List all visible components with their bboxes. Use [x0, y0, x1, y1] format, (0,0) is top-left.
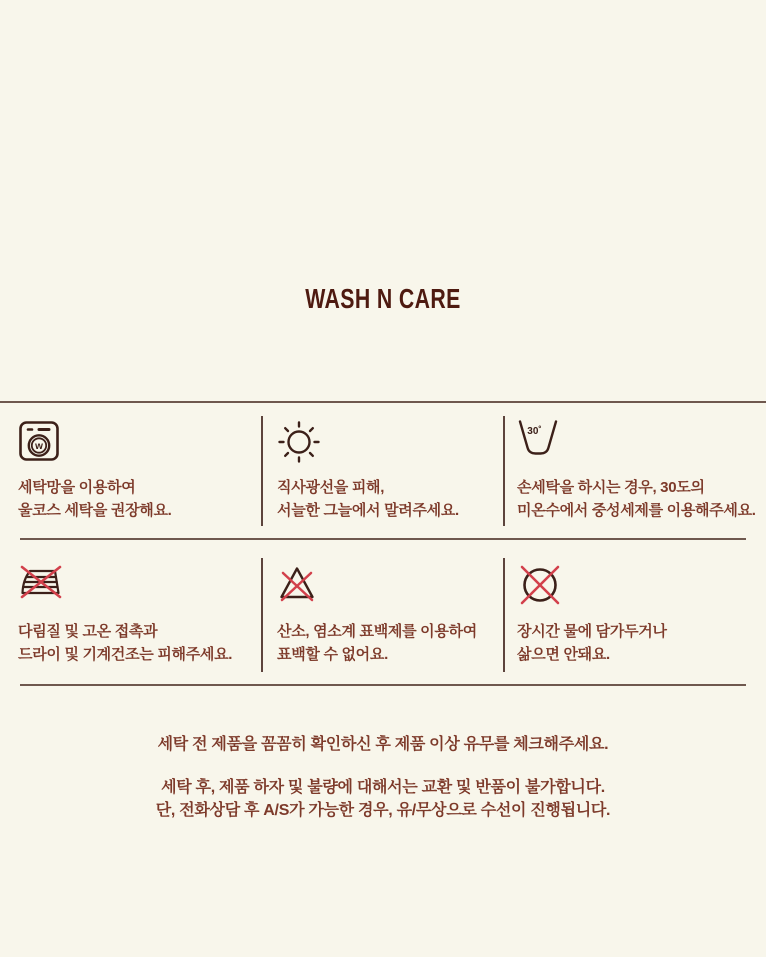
care-caption — [18, 476, 253, 522]
care-caption-line: 서늘한 그늘에서 말려주세요. — [277, 502, 459, 519]
no-ironing-icon — [18, 564, 253, 608]
care-caption-line: 직사광선을 피해, — [277, 479, 385, 496]
sun-icon — [277, 420, 512, 464]
page-title: WASH N CARE — [305, 283, 461, 314]
no-soaking-boiling-icon — [517, 564, 752, 608]
care-cell-machine-wash — [18, 420, 253, 522]
washing-machine-icon — [18, 420, 253, 464]
basin-temp-label: 30˚ — [527, 426, 542, 437]
care-caption-line: 울코스 세탁을 권장해요. — [18, 502, 172, 519]
washer-door-letter: w — [35, 441, 43, 453]
care-caption-line: 세탁망을 이용하여 — [18, 479, 136, 496]
note-no-return-after-wash: 세탁 후, 제품 하자 및 불량에 대해서는 교환 및 반품이 불가합니다. — [161, 779, 605, 796]
care-cell-handwash-30 — [517, 420, 756, 522]
care-caption — [517, 476, 756, 522]
care-caption-line: 산소, 염소계 표백제를 이용하여 — [277, 623, 477, 640]
note-repair-after-consult: 단, 전화상담 후 A/S가 가능한 경우, 유/무상으로 수선이 진행됩니다. — [155, 802, 611, 819]
care-caption-line: 손세탁을 하시는 경우, 30도의 — [517, 479, 705, 496]
divider-top — [0, 401, 766, 403]
care-caption-line: 미온수에서 중성세제를 이용해주세요. — [517, 502, 756, 519]
column-divider — [261, 416, 263, 526]
handwash-basin-30-icon — [517, 420, 752, 464]
care-caption — [277, 476, 512, 522]
divider-bottom — [20, 684, 746, 686]
care-caption-line: 표백할 수 없어요. — [277, 646, 388, 663]
care-caption — [277, 620, 512, 666]
no-bleach-icon — [277, 564, 512, 608]
care-caption-line: 삶으면 안돼요. — [517, 646, 610, 663]
note-check-before-wash: 세탁 전 제품을 꼼꼼히 확인하신 후 제품 이상 유무를 체크해주세요. — [157, 736, 609, 753]
care-cell-no-bleach — [277, 564, 512, 666]
care-cell-shade-dry — [277, 420, 512, 522]
care-caption-line: 다림질 및 고온 접촉과 — [18, 623, 158, 640]
care-cell-no-iron — [18, 564, 253, 666]
care-caption-line: 장시간 물에 담가두거나 — [517, 623, 667, 640]
column-divider — [261, 558, 263, 672]
care-cell-no-soak — [517, 564, 752, 666]
divider-middle — [20, 538, 746, 540]
care-caption — [517, 620, 752, 666]
care-caption — [18, 620, 253, 666]
care-caption-line: 드라이 및 기계건조는 피해주세요. — [18, 646, 233, 663]
